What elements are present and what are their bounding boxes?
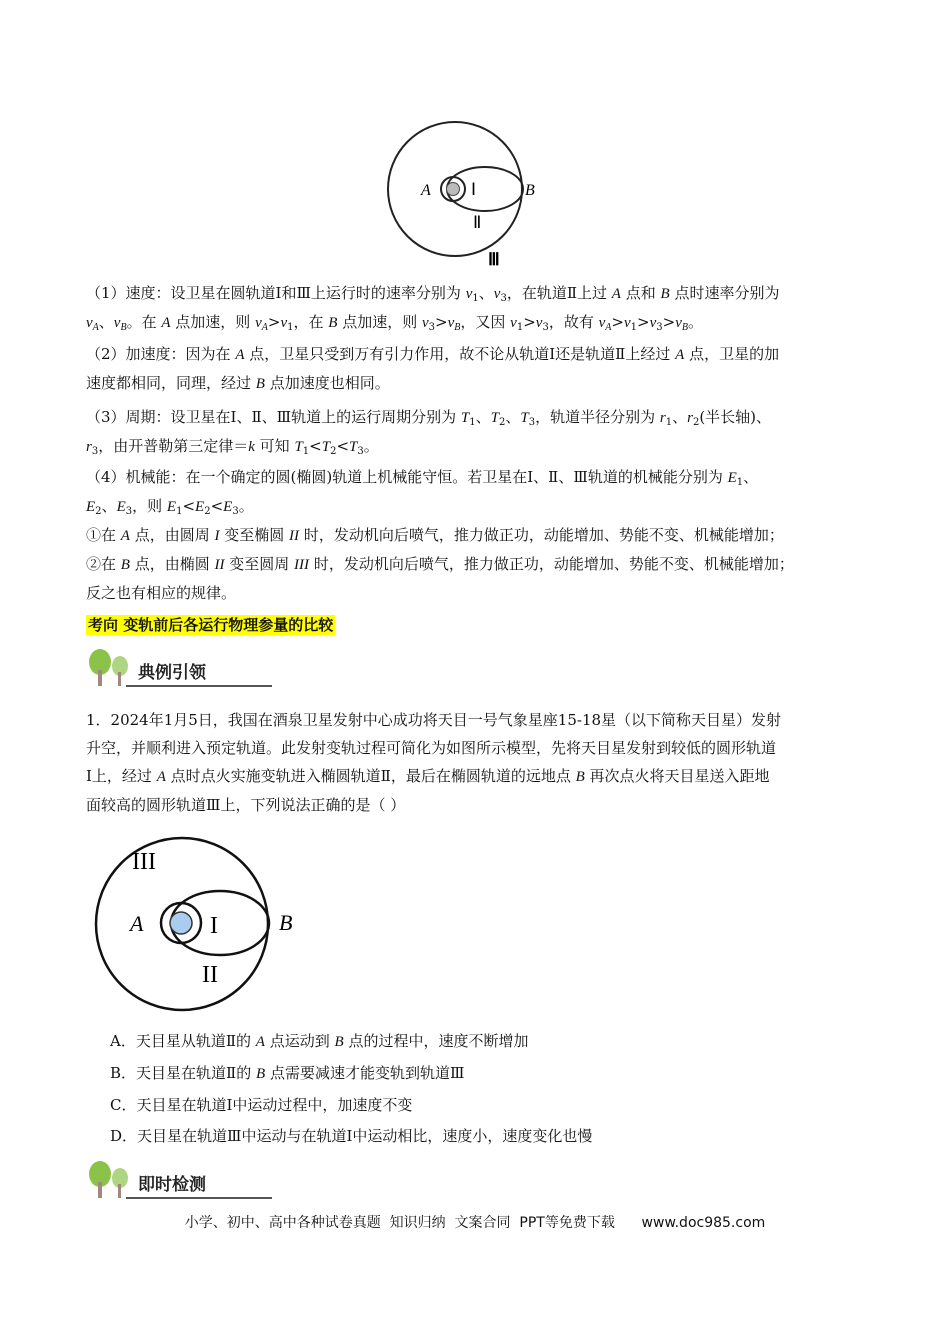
page-footer [0,1212,950,1232]
earth-q [170,912,192,934]
option-c[interactable]: C．天目星在轨道Ⅰ中运动过程中，加速度不变 [110,1096,413,1114]
tree-icon [86,1160,136,1200]
explanation-period: （3）周期：设卫星在Ⅰ、Ⅱ、Ⅲ轨道上的运行周期分别为 $T_1$、$T_2$、$T_3$，轨道半径分别为 $r_1$、$r_2$(半长轴)、 $r_3$，由开普勒第三定律＝k 可知 $T_1<T_2<T_3$。 [86,408,772,457]
orbit-figure-question [84,836,304,1016]
label-B-q: B [279,910,293,935]
label-III: Ⅲ [488,250,500,269]
question-text: 1．2024年1月5日，我国在酒泉卫星发射中心成功将天目一号气象星座15-18星（以下简称天目星）发射 升空，并顺利进入预定轨道。此发射变轨过程可简化为如图所示模型，先将天目星发射到较低的圆形轨道 Ⅰ上，经过 A 点时点火实施变轨进入椭圆轨道Ⅱ，最后在椭圆轨道的远地点 B 再次点火将天目星送入距地 面较高的圆形轨道Ⅲ上，下列说法正确的是（ ） [86,711,782,814]
label-A: A [421,182,431,199]
badge-example [86,648,236,690]
badge-example-label: 典例引领 [138,663,206,683]
label-III-q: III [132,849,156,875]
label-A-q: A [130,911,144,936]
tree-icon [86,648,136,688]
option-b[interactable]: B．天目星在轨道Ⅱ的 B 点需要减速才能变轨到轨道Ⅲ [110,1064,465,1082]
label-II: Ⅱ [473,213,482,232]
badge-underline [126,685,272,687]
badge-check-label: 即时检测 [138,1175,206,1195]
badge-underline [126,1197,272,1199]
orbit-figure-top [380,118,560,270]
option-a[interactable]: A．天目星从轨道Ⅱ的 A 点运动到 B 点的过程中，速度不断增加 [110,1032,529,1050]
badge-check [86,1160,236,1202]
label-I-q: I [210,913,218,939]
explanation-acceleration: （2）加速度：因为在 A 点，卫星只受到万有引力作用，故不论从轨道Ⅰ还是轨道Ⅱ上经过 A 点，卫星的加 速度都相同，同理，经过 B 点加速度也相同。 [86,345,780,392]
label-II-q: II [202,962,218,988]
explanation-speed: （1）速度：设卫星在圆轨道Ⅰ和Ⅲ上运行时的速率分别为 $v_1$、$v_3$，在轨道Ⅱ上过 A 点和 B 点时速率分别为 $v_A$、$v_B$。在 A 点加速，则 $v_A>v_1$，在 B 点加速，则 $v_3>v_B$，又因 $v_1>v_3$，故有 $v_A>v_1>v_3>v_B$。 [86,284,780,333]
label-B: B [525,182,535,199]
label-I: Ⅰ [471,180,477,199]
explanation-energy: （4）机械能：在一个确定的圆(椭圆)轨道上机械能守恒。若卫星在Ⅰ、Ⅱ、Ⅲ轨道的机械能分别为 $E_1$、 $E_2$、$E_3$，则 $E_1<E_2<E_3$。 ①在 A 点，由圆周 I 变至椭圆 II 时，发动机向后喷气，推力做正功，动能增加、势能不变、机械能增加； ②在 B 点，由椭圆 II 变至圆周 III 时，发动机向后喷气，推力做正功，动能增加、势能不变、机械能增加； 反之也有相应的规律。 [86,468,794,602]
option-d[interactable]: D．天目星在轨道Ⅲ中运动与在轨道Ⅰ中运动相比，速度小，速度变化也慢 [110,1127,593,1145]
section-tag: 考向 变轨前后各运行物理参量的比较 [88,616,334,634]
footer-text: 小学、初中、高中各种试卷真题 知识归纳 文案合同 PPT等免费下载 www.doc985.com [184,1215,766,1231]
earth [447,183,460,196]
